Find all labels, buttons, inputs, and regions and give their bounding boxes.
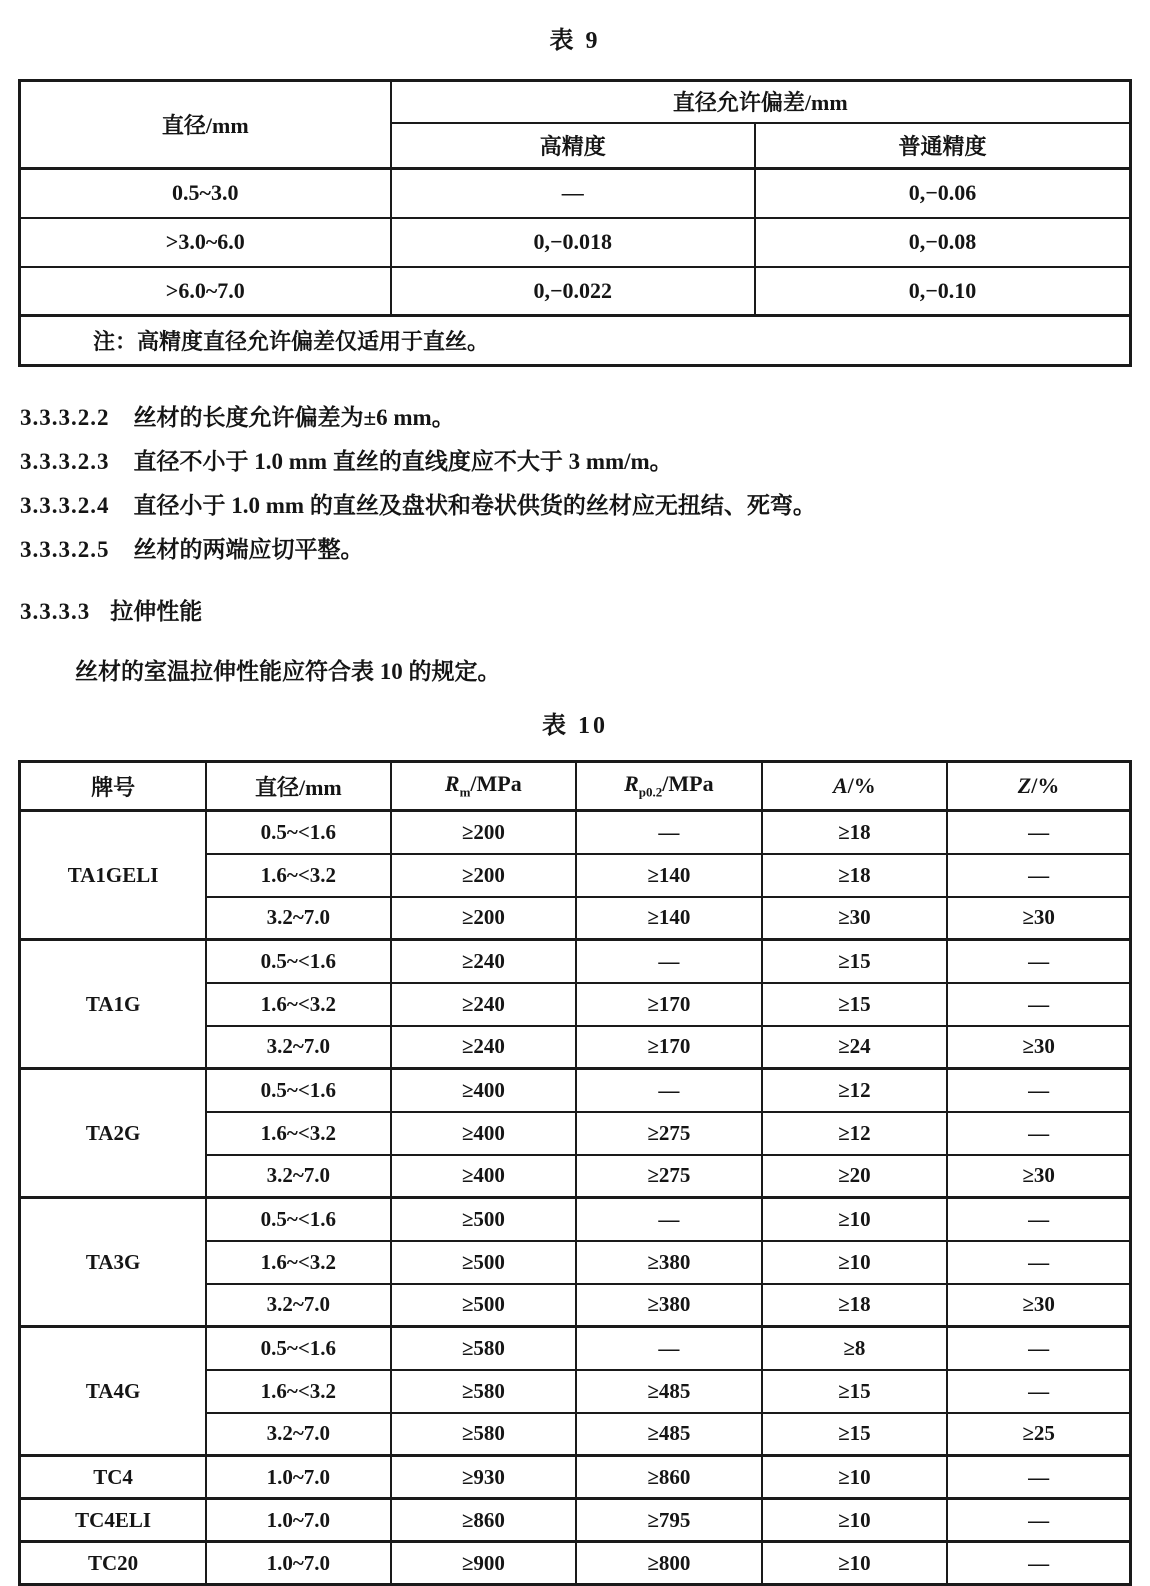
- table-cell: ≥30: [947, 1026, 1130, 1069]
- paragraph: [20, 491, 1132, 521]
- grade-cell: TC20: [20, 1542, 207, 1585]
- table-row: [20, 1499, 1131, 1542]
- table-cell: —: [947, 1499, 1130, 1542]
- clause-number: 3.3.3.2.4: [20, 493, 110, 518]
- table-cell: 1.6~<3.2: [206, 1112, 390, 1155]
- table-row: [20, 81, 1131, 123]
- table-cell: >6.0~7.0: [20, 267, 391, 316]
- table-cell: ≥200: [391, 854, 577, 897]
- table-cell: ≥24: [762, 1026, 948, 1069]
- table-cell: 0,−0.022: [391, 267, 755, 316]
- table-row: [20, 316, 1131, 366]
- table-cell: ≥500: [391, 1241, 577, 1284]
- header-symbol: R: [444, 771, 460, 797]
- paragraph: [20, 403, 1132, 433]
- table-cell: ≥275: [576, 1155, 762, 1198]
- table-cell: ≥400: [391, 1155, 577, 1198]
- grade-cell: TA1G: [20, 940, 207, 1069]
- table-cell: ≥30: [762, 897, 948, 940]
- table-cell: ≥15: [762, 1413, 948, 1456]
- table-cell: —: [576, 811, 762, 854]
- table-cell: 3.2~7.0: [206, 1413, 390, 1456]
- grade-cell: TA1GELI: [20, 811, 207, 940]
- table-row: [20, 940, 1131, 983]
- header-subscript: m: [459, 784, 471, 800]
- table-cell: ≥18: [762, 811, 948, 854]
- table-cell: —: [947, 1327, 1130, 1370]
- table-cell: 1.6~<3.2: [206, 1241, 390, 1284]
- table-cell: ≥30: [947, 897, 1130, 940]
- table-cell: —: [947, 854, 1130, 897]
- table-cell: —: [947, 983, 1130, 1026]
- table-cell: 1.0~7.0: [206, 1456, 390, 1499]
- section-heading-text: 拉伸性能: [110, 599, 203, 624]
- table-cell: ≥400: [391, 1069, 577, 1112]
- table-cell: 3.2~7.0: [206, 1155, 390, 1198]
- header-symbol: Z: [1017, 773, 1032, 798]
- table-cell: —: [947, 1069, 1130, 1112]
- table-cell: 0.5~<1.6: [206, 1069, 390, 1112]
- table-cell: ≥18: [762, 854, 948, 897]
- table-row: [20, 1327, 1131, 1370]
- table-cell: ≥240: [391, 983, 577, 1026]
- table-cell: >3.0~6.0: [20, 218, 391, 267]
- header-unit: /MPa: [662, 771, 714, 797]
- header-cell-high-precision: 高精度: [391, 123, 755, 169]
- clause-text: 直径不小于 1.0 mm 直丝的直线度应不大于 3 mm/m。: [133, 449, 673, 474]
- clause-paragraphs: [20, 403, 1132, 565]
- table-cell: ≥200: [391, 811, 577, 854]
- section-heading: [20, 597, 1132, 627]
- table-cell: —: [947, 1241, 1130, 1284]
- table-cell: —: [947, 1198, 1130, 1241]
- table-cell: ≥485: [576, 1370, 762, 1413]
- table-cell: —: [947, 811, 1130, 854]
- table-cell: 3.2~7.0: [206, 1284, 390, 1327]
- table-cell: ≥18: [762, 1284, 948, 1327]
- table-row: [20, 218, 1131, 267]
- table-cell: ≥20: [762, 1155, 948, 1198]
- table-cell: 0.5~<1.6: [206, 1198, 390, 1241]
- grade-cell: TA3G: [20, 1198, 207, 1327]
- grade-cell: TC4ELI: [20, 1499, 207, 1542]
- grade-cell: TC4: [20, 1456, 207, 1499]
- table-row: [20, 811, 1131, 854]
- table-cell: ≥500: [391, 1284, 577, 1327]
- table-cell: ≥25: [947, 1413, 1130, 1456]
- table-cell: ≥500: [391, 1198, 577, 1241]
- clause-text: 丝材的长度允许偏差为±6 mm。: [133, 405, 455, 430]
- header-cell-normal-precision: 普通精度: [755, 123, 1131, 169]
- table-cell: ≥10: [762, 1499, 948, 1542]
- table-cell: ≥930: [391, 1456, 577, 1499]
- clause-number: 3.3.3.2.5: [20, 537, 110, 562]
- clause-text: 丝材的两端应切平整。: [133, 537, 364, 562]
- header-text: 牌号: [91, 774, 136, 800]
- table-cell: 1.6~<3.2: [206, 1370, 390, 1413]
- table-cell: ≥275: [576, 1112, 762, 1155]
- table-cell: —: [947, 1370, 1130, 1413]
- table-row: [20, 1456, 1131, 1499]
- intro-paragraph: 丝材的室温拉伸性能应符合表 10 的规定。: [75, 659, 501, 684]
- table-cell: ≥240: [391, 940, 577, 983]
- clause-number: 3.3.3.2.2: [20, 405, 110, 430]
- table-cell: 1.0~7.0: [206, 1542, 390, 1585]
- table-cell: —: [947, 1456, 1130, 1499]
- table-cell: 1.6~<3.2: [206, 983, 390, 1026]
- grade-cell: TA2G: [20, 1069, 207, 1198]
- header-subscript: p0.2: [638, 784, 663, 800]
- table-cell: ≥140: [576, 854, 762, 897]
- table9: [18, 79, 1132, 367]
- table-cell: —: [947, 940, 1130, 983]
- header-cell-tolerance: 直径允许偏差/mm: [391, 81, 1131, 123]
- table-note: 注：高精度直径允许偏差仅适用于直丝。: [20, 316, 1131, 366]
- table-cell: ≥10: [762, 1456, 948, 1499]
- table-cell: —: [391, 169, 755, 218]
- table-cell: 0.5~3.0: [20, 169, 391, 218]
- table-cell: 0.5~<1.6: [206, 811, 390, 854]
- table-cell: ≥12: [762, 1112, 948, 1155]
- header-unit: /MPa: [470, 771, 522, 797]
- table-cell: ≥400: [391, 1112, 577, 1155]
- table10-caption: 表 10: [542, 713, 608, 739]
- table-cell: 0,−0.10: [755, 267, 1131, 316]
- table-header-row: [20, 762, 1131, 811]
- table-cell: ≥12: [762, 1069, 948, 1112]
- table-cell: ≥200: [391, 897, 577, 940]
- clause-number: 3.3.3.2.3: [20, 449, 110, 474]
- table-cell: ≥240: [391, 1026, 577, 1069]
- table-cell: ≥10: [762, 1241, 948, 1284]
- table-row: [20, 169, 1131, 218]
- table-cell: —: [947, 1542, 1130, 1585]
- table-cell: ≥380: [576, 1241, 762, 1284]
- table-cell: ≥580: [391, 1413, 577, 1456]
- table-cell: —: [576, 940, 762, 983]
- table-cell: ≥860: [391, 1499, 577, 1542]
- table-cell: ≥10: [762, 1542, 948, 1585]
- table-cell: —: [947, 1112, 1130, 1155]
- header-unit: /%: [1031, 773, 1060, 798]
- table-cell: 1.0~7.0: [206, 1499, 390, 1542]
- paragraph: [20, 447, 1132, 477]
- column-header-elongation: [762, 762, 948, 811]
- column-header-reduction: [947, 762, 1130, 811]
- clause-number: 3.3.3.3: [20, 599, 91, 624]
- table-cell: ≥15: [762, 1370, 948, 1413]
- table-cell: ≥15: [762, 940, 948, 983]
- table-cell: —: [576, 1198, 762, 1241]
- header-symbol: R: [624, 771, 639, 797]
- clause-text: 直径小于 1.0 mm 的直丝及盘状和卷状供货的丝材应无扭结、死弯。: [133, 493, 816, 518]
- table-cell: ≥140: [576, 897, 762, 940]
- table10-body: [20, 811, 1131, 1585]
- column-header-rm: [391, 762, 577, 811]
- table10: [18, 760, 1132, 1586]
- table-cell: ≥8: [762, 1327, 948, 1370]
- column-header-diameter: [206, 762, 390, 811]
- table-cell: ≥800: [576, 1542, 762, 1585]
- table-cell: ≥10: [762, 1198, 948, 1241]
- table-cell: 0,−0.08: [755, 218, 1131, 267]
- header-text: 直径/mm: [254, 774, 342, 800]
- table-cell: ≥860: [576, 1456, 762, 1499]
- table-cell: —: [576, 1069, 762, 1112]
- table-cell: —: [576, 1327, 762, 1370]
- header-symbol: A: [832, 773, 848, 798]
- table-cell: ≥900: [391, 1542, 577, 1585]
- table-row: [20, 1198, 1131, 1241]
- table-cell: 0.5~<1.6: [206, 940, 390, 983]
- table-cell: ≥795: [576, 1499, 762, 1542]
- table-cell: 0,−0.06: [755, 169, 1131, 218]
- table-cell: ≥485: [576, 1413, 762, 1456]
- table-cell: ≥170: [576, 983, 762, 1026]
- table-cell: ≥380: [576, 1284, 762, 1327]
- column-header-grade: [20, 762, 207, 811]
- table9-caption: 表 9: [549, 28, 601, 54]
- table-cell: ≥580: [391, 1327, 577, 1370]
- table-cell: ≥30: [947, 1284, 1130, 1327]
- table-row: [20, 1542, 1131, 1585]
- table-cell: 3.2~7.0: [206, 1026, 390, 1069]
- table-cell: ≥580: [391, 1370, 577, 1413]
- table-cell: ≥15: [762, 983, 948, 1026]
- column-header-rp02: [576, 762, 762, 811]
- header-unit: /%: [847, 773, 876, 798]
- table-cell: 0.5~<1.6: [206, 1327, 390, 1370]
- table-row: [20, 267, 1131, 316]
- table-row: [20, 1069, 1131, 1112]
- table-cell: ≥170: [576, 1026, 762, 1069]
- paragraph: [20, 535, 1132, 565]
- header-cell-diameter: 直径/mm: [20, 81, 391, 169]
- grade-cell: TA4G: [20, 1327, 207, 1456]
- table-cell: 0,−0.018: [391, 218, 755, 267]
- table-cell: ≥30: [947, 1155, 1130, 1198]
- table-cell: 3.2~7.0: [206, 897, 390, 940]
- table-cell: 1.6~<3.2: [206, 854, 390, 897]
